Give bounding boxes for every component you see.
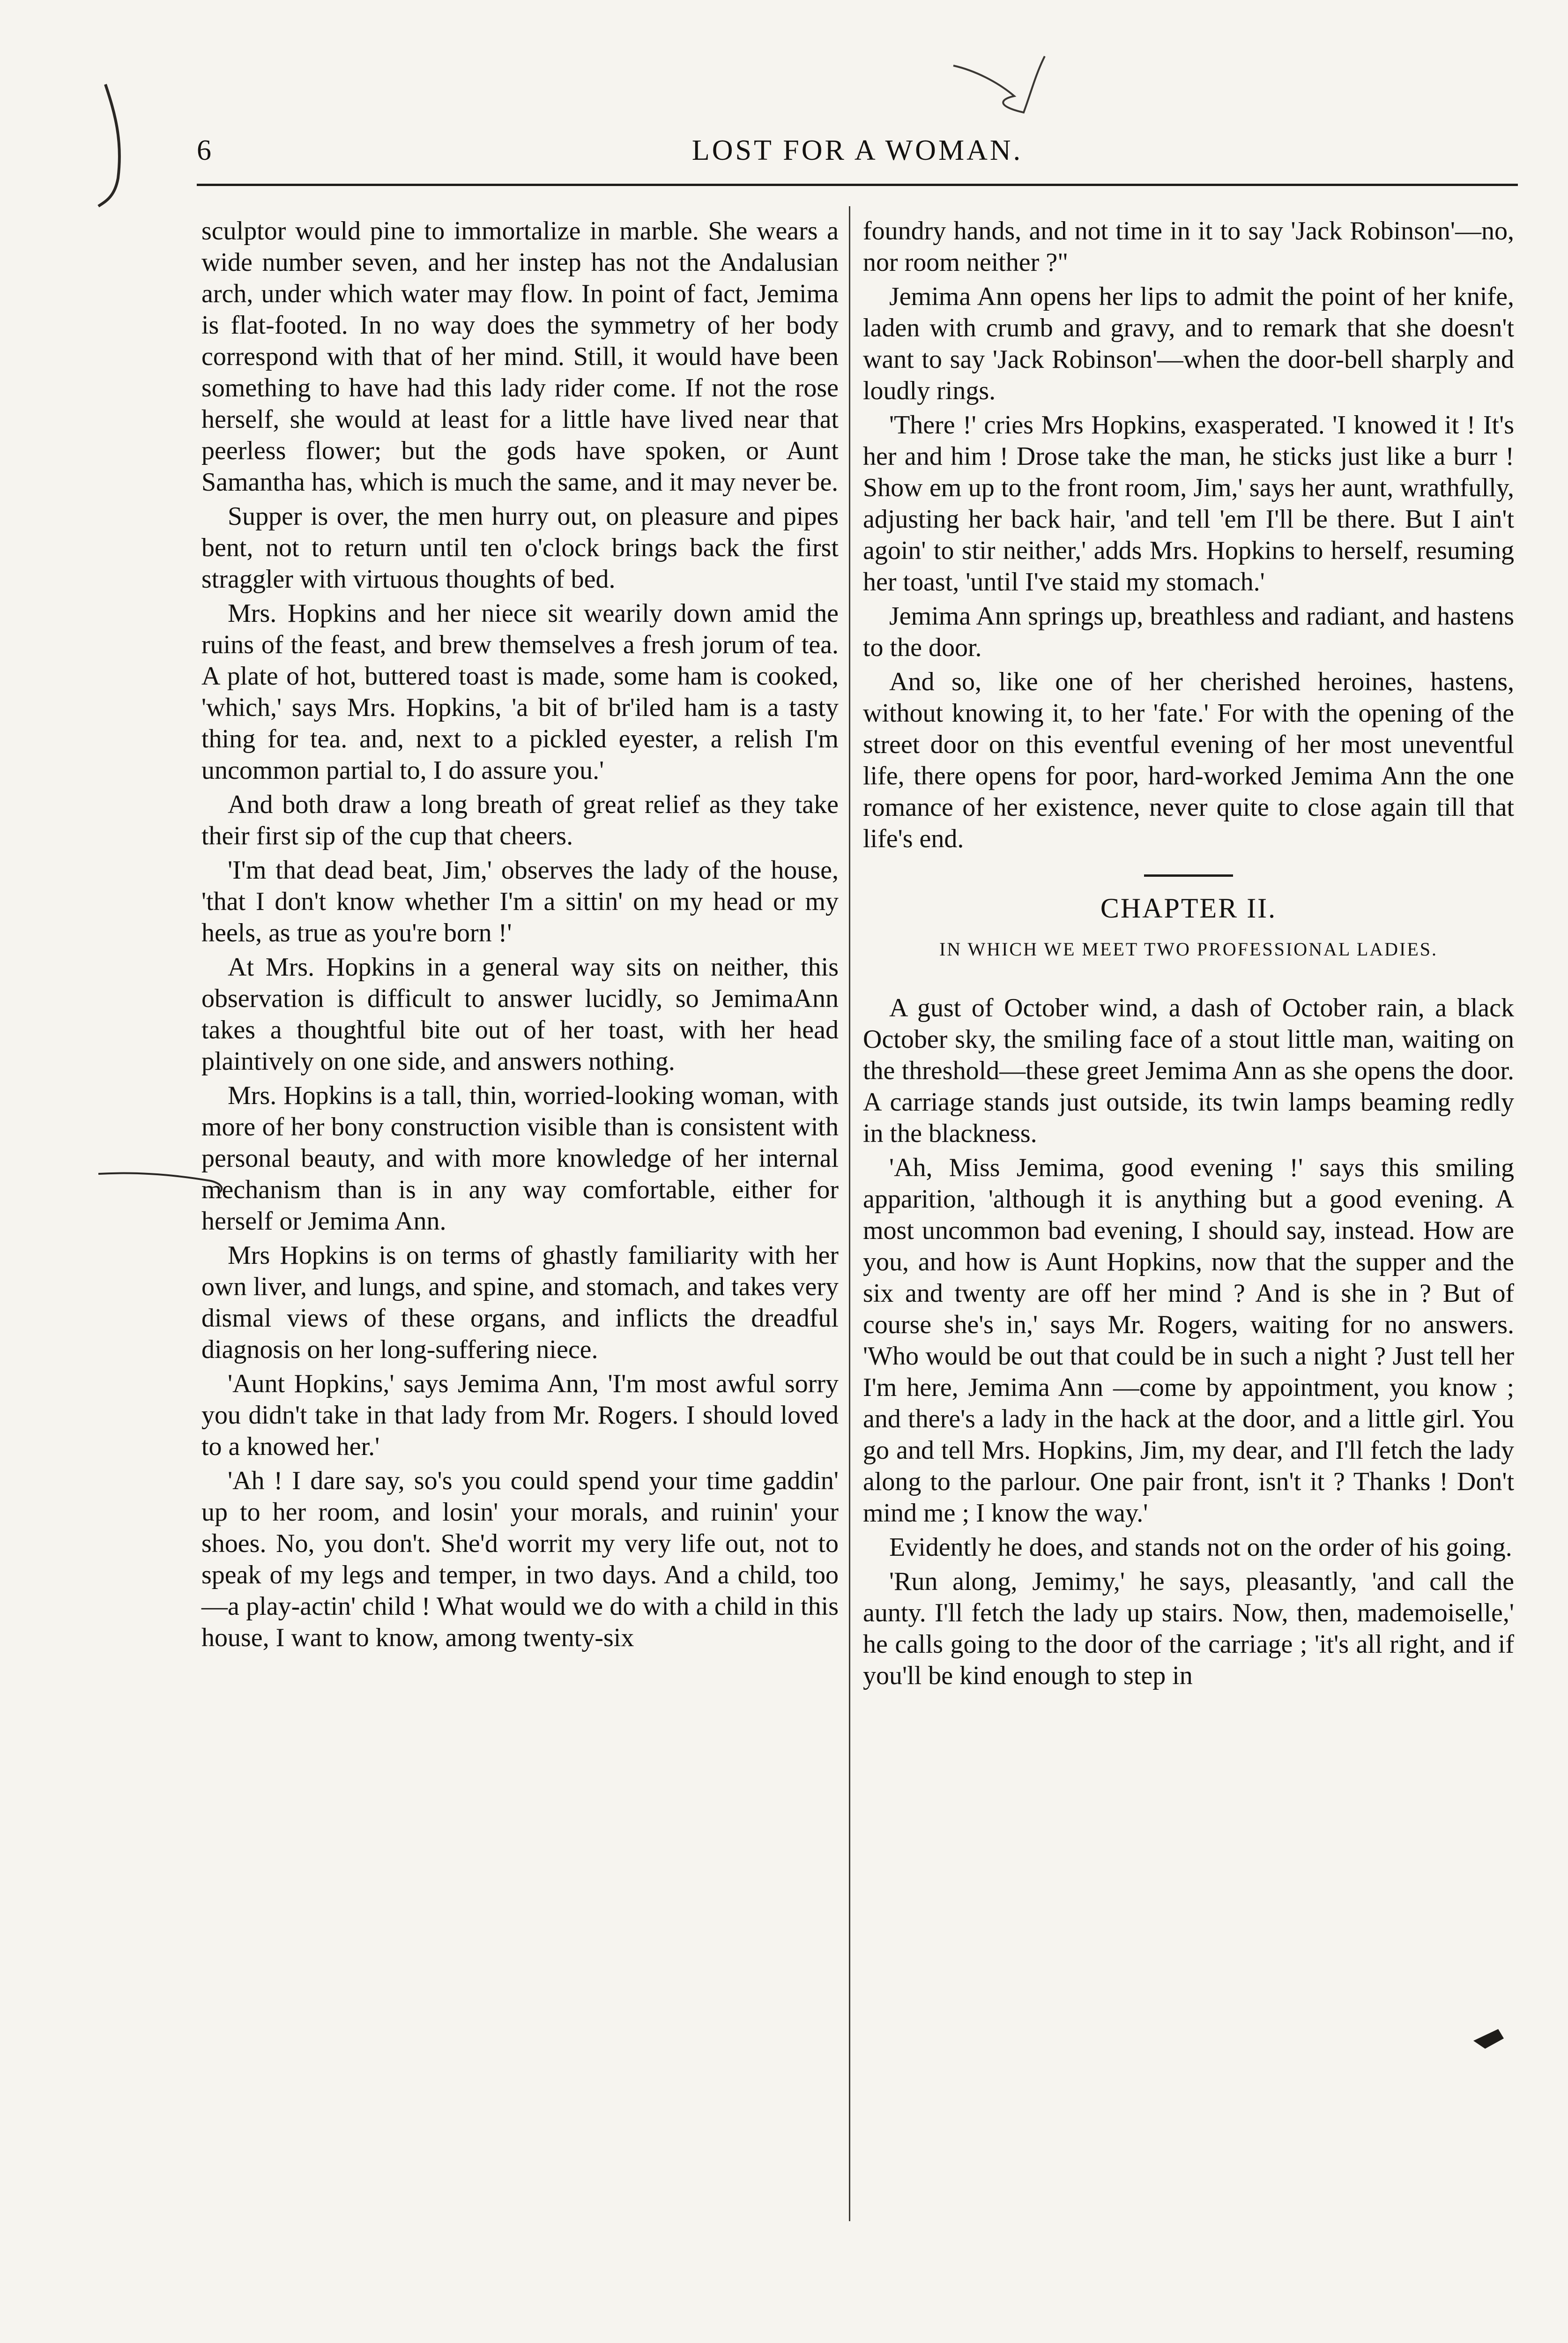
paragraph: Supper is over, the men hurry out, on pleasure and pipes bent, not to return until ten o'clock brings back the first straggler with virtuous thoughts of bed. xyxy=(201,502,839,594)
paragraph: At Mrs. Hopkins in a general way sits on neither, this observation is difficult to answer lucidly, so JemimaAnn takes a thoughtful bite out of her toast, with her head plaintively on one side, and answers nothing. xyxy=(201,953,839,1076)
page-header xyxy=(197,126,1518,177)
page-number: 6 xyxy=(197,134,211,166)
pen-scribble-mark xyxy=(953,56,1045,112)
right-column xyxy=(863,216,1514,1694)
paragraph: Mrs Hopkins is on terms of ghastly familiarity with her own liver, and lungs, and spine, and stomach, and takes very dismal views of these organs, and inflicts the dreadful diagnosis on her long-suffering niece. xyxy=(201,1241,839,1364)
paragraph: 'Run along, Jemimy,' he says, pleasantly, 'and call the aunty. I'll fetch the lady up stairs. Now, then, mademoiselle,' he calls going to the door of the carriage ; 'it's all right, and if you'll be kind enough to step in xyxy=(863,1567,1514,1690)
paragraph: Evidently he does, and stands not on the order of his going. xyxy=(889,1533,1512,1562)
paragraph: 'There !' cries Mrs Hopkins, exasperated. 'I knowed it ! It's her and him ! Drose take the man, he sticks just like a burr ! Show em up to the front room, Jim,' says her aunt, wrathfully, adjusting her back hair, 'and tell 'em I'll be there. But I ain't agoin' to stir neither,' adds Mrs. Hopkins to herself, resuming her toast, 'until I've staid my stomach.' xyxy=(863,410,1514,597)
left-column xyxy=(201,216,839,1657)
paragraph: And both draw a long breath of great relief as they take their first sip of the cup that cheers. xyxy=(201,790,839,851)
running-title: LOST FOR A WOMAN. xyxy=(691,134,1023,166)
margin-bracket-mark xyxy=(98,84,119,206)
paragraph: And so, like one of her cherished heroines, hastens, without knowing it, to her 'fate.' For with the opening of the street door on this eventful evening of her most uneventful life, there opens for poor, hard-worked Jemima Ann the one romance of her existence, never quite to close again till that life's end. xyxy=(863,667,1514,853)
paragraph: foundry hands, and not time in it to say 'Jack Robinson'—no, nor room neither ?" xyxy=(863,216,1514,277)
paragraph: 'Aunt Hopkins,' says Jemima Ann, 'I'm most awful sorry you didn't take in that lady from Mr. Rogers. I should loved to a knowed her.' xyxy=(201,1369,839,1461)
paragraph: Mrs. Hopkins and her niece sit wearily down amid the ruins of the feast, and brew themselves a fresh jorum of tea. A plate of hot, buttered toast is made, some ham is cooked, 'which,' says Mrs. Hopkins, 'a bit of br'iled ham is a tasty thing for tea. and, next to a pickled eyester, a relish I'm uncommon partial to, I do assure you.' xyxy=(201,599,839,785)
column-divider xyxy=(849,206,850,2221)
paragraph: 'I'm that dead beat, Jim,' observes the lady of the house, 'that I don't know whether I'm a sittin' on my head or my heels, as true as you're born !' xyxy=(201,856,839,948)
paragraph: A gust of October wind, a dash of October rain, a black October sky, the smiling face of a stout little man, waiting on the threshold—these greet Jemima Ann as she opens the door. A carriage stands just outside, its twin lamps beaming redly in the blackness. xyxy=(863,993,1514,1148)
paragraph: 'Ah, Miss Jemima, good evening !' says this smiling apparition, 'although it is anything but a good evening. A most uncommon bad evening, I should say, instead. How are you, and how is Aunt Hopkins, now that the supper and the six and twenty are off her mind ? And is she in ? But of course she's in,' says Mr. Rogers, waiting for no answers. 'Who would be out that could be in such a night ? Just tell her I'm here, Jemima Ann —come by appointment, you know ; and there's a lady in the hack at the door, and a little girl. You go and tell Mrs. Hopkins, Jim, my dear, and I'll fetch the lady along to the parlour. One pair front, isn't it ? Thanks ! Don't mind me ; I know the way.' xyxy=(863,1153,1514,1528)
paragraph: Jemima Ann springs up, breathless and radiant, and hastens to the door. xyxy=(863,602,1514,662)
paragraph: Jemima Ann opens her lips to admit the point of her knife, laden with crumb and gravy, and to remark that she doesn't want to say 'Jack Robinson'—when the door-bell sharply and loudly rings. xyxy=(863,282,1514,405)
header-rule xyxy=(197,184,1518,186)
chapter-separator-rule xyxy=(1144,874,1233,877)
chapter-heading: CHAPTER II. xyxy=(1100,893,1277,924)
paragraph: sculptor would pine to immortalize in marble. She wears a wide number seven, and her instep has not the Andalusian arch, under which water may flow. In point of fact, Jemima is flat-footed. In no way does the symmetry of her body correspond with that of her mind. Still, it would have been something to have had this lady rider come. If not the rose herself, she would at least for a little have lived near that peerless flower; but the gods have spoken, or Aunt Samantha has, which is much the same, and it may never be. xyxy=(201,216,839,497)
paragraph: Mrs. Hopkins is a tall, thin, worried-looking woman, with more of her bony construction visible than is consistent with personal beauty, and with more knowledge of her internal mechanism than is in any way comfortable, either for herself or Jemima Ann. xyxy=(201,1081,839,1236)
paragraph: 'Ah ! I dare say, so's you could spend your time gaddin' up to her room, and losin' your morals, and ruinin' your shoes. No, you don't. She'd worrit my very life out, not to speak of my legs and temper, in two days. And a child, too—a play-actin' child ! What would we do with a child in this house, I want to know, among twenty-six xyxy=(201,1466,839,1652)
chapter-subtitle: IN WHICH WE MEET TWO PROFESSIONAL LADIES. xyxy=(939,939,1438,960)
ink-blot-mark xyxy=(1473,2029,1504,2049)
